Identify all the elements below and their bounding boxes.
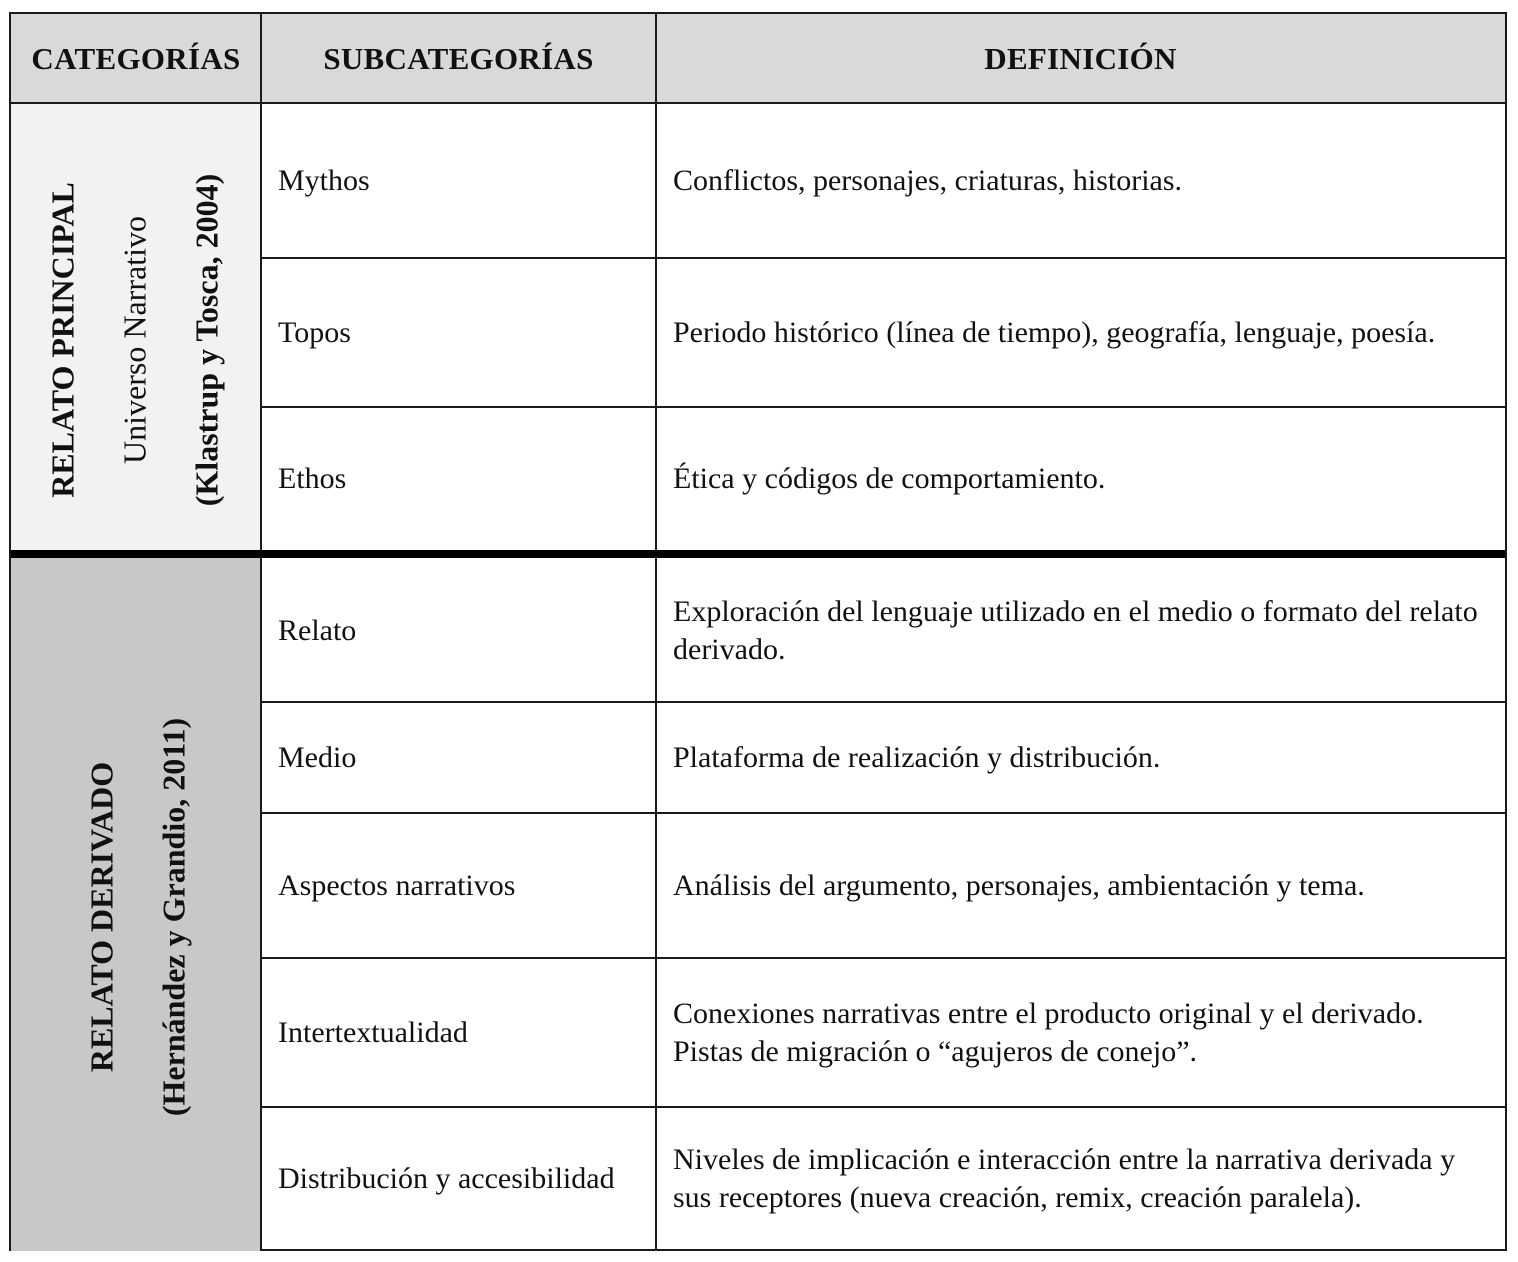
category-title: RELATO DERIVADO: [83, 761, 120, 1073]
category-source: (Klastrup y Tosca, 2004): [188, 173, 225, 507]
subcategory-label: Relato: [278, 613, 357, 647]
definition-text: Exploración del lenguaje utilizado en el medio o formato del relato derivado.: [673, 594, 1478, 666]
column-divider-2: [655, 14, 657, 1251]
category-title: RELATO PRINCIPAL: [44, 182, 81, 498]
header-definition-label: DEFINICIÓN: [984, 41, 1177, 76]
row-divider: [261, 257, 1505, 259]
definition-text: Plataforma de realización y distribución.: [673, 740, 1161, 774]
header-categories-label: CATEGORÍAS: [31, 41, 241, 76]
category-relato-derivado: [11, 552, 261, 1251]
table-row-relato-sub: [263, 560, 656, 701]
row-divider: [261, 957, 1505, 959]
subcategory-label: Ethos: [278, 462, 347, 495]
table-row-intertextualidad-sub: [263, 959, 656, 1106]
table-row-distribucion-def: [658, 1108, 1505, 1249]
subcategory-label: Aspectos narrativos: [278, 868, 516, 902]
table-row-medio-sub: [263, 703, 656, 812]
category-source: (Hernández y Grandio, 2011): [155, 717, 192, 1117]
table-row-ethos-sub: [263, 408, 656, 550]
table-row-ethos-def: [658, 408, 1505, 550]
subcategory-label: Medio: [278, 740, 357, 774]
subcategory-label: Topos: [278, 315, 351, 349]
subcategory-label: Distribución y accesibilidad: [278, 1161, 615, 1195]
definition-text: Periodo histórico (línea de tiempo), geografía, lenguaje, poesía.: [673, 315, 1436, 349]
definition-text: Análisis del argumento, personajes, ambientación y tema.: [673, 868, 1365, 902]
table-row-distribucion-sub: [263, 1108, 656, 1249]
row-divider: [261, 701, 1505, 703]
row-divider: [261, 812, 1505, 814]
table-row-medio-def: [658, 703, 1505, 812]
header-divider: [11, 102, 1505, 104]
header-categories: [11, 14, 261, 104]
definition-text: Ética y códigos de comportamiento.: [673, 462, 1106, 495]
table-row-aspectos-sub: [263, 814, 656, 957]
table-row-mythos-sub: [263, 104, 656, 257]
categories-table: [9, 12, 1507, 1251]
table-row-topos-def: [658, 259, 1505, 406]
row-divider: [261, 406, 1505, 408]
category-subtitle: Universo Narrativo: [116, 216, 153, 464]
table-row-aspectos-def: [658, 814, 1505, 957]
definition-text: Conexiones narrativas entre el producto original y el derivado. Pistas de migración o “agujeros de conejo”.: [673, 996, 1424, 1068]
table-row-intertextualidad-def: [658, 959, 1505, 1106]
header-subcategories: [261, 14, 656, 104]
header-subcategories-label: SUBCATEGORÍAS: [323, 41, 594, 76]
header-definition: [656, 14, 1505, 104]
subcategory-label: Intertextualidad: [278, 1015, 468, 1049]
group-divider: [11, 550, 1505, 558]
definition-text: Niveles de implicación e interacción entre la narrativa derivada y sus receptores (nueva creación, remix, creación paralela).: [673, 1142, 1456, 1214]
row-divider: [261, 1106, 1505, 1108]
category-relato-principal: [11, 104, 261, 552]
table-row-topos-sub: [263, 259, 656, 406]
table-row-relato-def: [658, 560, 1505, 701]
table-row-mythos-def: [658, 104, 1505, 257]
column-divider-1: [260, 14, 262, 1251]
definition-text: Conflictos, personajes, criaturas, historias.: [673, 163, 1183, 197]
subcategory-label: Mythos: [278, 163, 370, 197]
